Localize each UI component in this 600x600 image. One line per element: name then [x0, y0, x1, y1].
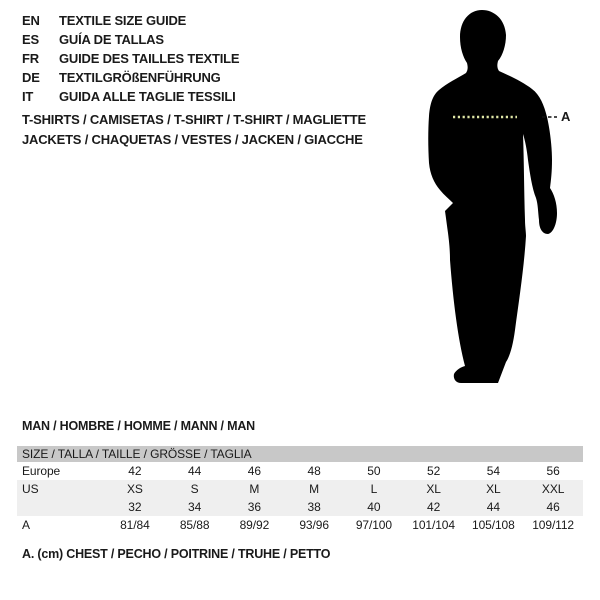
table-cell: 93/96 [299, 518, 329, 532]
table-cell: 44 [188, 464, 202, 478]
table-cell: XL [426, 482, 441, 496]
table-cell: 46 [546, 500, 560, 514]
table-cell: 105/108 [472, 518, 515, 532]
lang-row-de [22, 68, 239, 87]
lang-label: TEXTILE SIZE GUIDE [59, 13, 187, 28]
table-row-us [17, 480, 583, 498]
category-tshirts: T-SHIRTS / CAMISETAS / T-SHIRT / T-SHIRT / MAGLIETTE [22, 112, 366, 127]
row-label: Europe [22, 464, 61, 478]
table-cell: S [190, 482, 199, 496]
table-cell: 54 [486, 464, 500, 478]
lang-row-fr [22, 49, 239, 68]
table-cell: M [309, 482, 320, 496]
lang-code: IT [22, 89, 34, 104]
row-label [17, 498, 105, 516]
table-cell: 42 [128, 464, 142, 478]
man-silhouette-path [428, 10, 557, 383]
lang-code: ES [22, 32, 39, 47]
measure-label-a: A [561, 109, 571, 124]
footnote-chest: A. (cm) CHEST / PECHO / POITRINE / TRUHE / PETTO [22, 547, 331, 561]
lang-label: TEXTILGRÖßENFÜHRUNG [59, 70, 221, 85]
table-cell: L [370, 482, 378, 496]
table-cell: 56 [546, 464, 560, 478]
table-cell: 101/104 [412, 518, 455, 532]
lang-label: GUIDE DES TAILLES TEXTILE [59, 51, 240, 66]
row-label: A [22, 518, 30, 532]
table-cell: 32 [128, 500, 142, 514]
lang-row-it [22, 87, 239, 106]
man-silhouette-figure [420, 0, 600, 400]
lang-label: GUÍA DE TALLAS [59, 32, 164, 47]
table-cell: 109/112 [532, 518, 575, 532]
size-table [17, 446, 583, 534]
lang-row-en [22, 11, 239, 30]
table-cell: 52 [427, 464, 441, 478]
lang-label: GUIDA ALLE TAGLIE TESSILI [59, 89, 236, 104]
category-jackets: JACKETS / CHAQUETAS / VESTES / JACKEN / GIACCHE [22, 132, 363, 147]
lang-row-es [22, 30, 239, 49]
table-row-chest-a [17, 516, 583, 534]
lang-code: EN [22, 13, 40, 28]
table-cell: 46 [247, 464, 261, 478]
lang-code: FR [22, 51, 39, 66]
table-cell: 48 [307, 464, 321, 478]
table-cell: 36 [247, 500, 261, 514]
man-silhouette-svg [420, 0, 600, 400]
lang-code: DE [22, 70, 40, 85]
table-row-europe [17, 462, 583, 480]
table-cell: XXL [541, 482, 565, 496]
row-label: US [22, 482, 39, 496]
garment-categories [22, 110, 366, 150]
table-cell: 42 [427, 500, 441, 514]
table-cell: 40 [367, 500, 381, 514]
table-cell: 97/100 [355, 518, 392, 532]
table-cell: XL [486, 482, 501, 496]
table-cell: 89/92 [239, 518, 270, 532]
table-cell: XS [126, 482, 143, 496]
section-title-man: MAN / HOMBRE / HOMME / MANN / MAN [22, 419, 255, 433]
table-cell: M [249, 482, 260, 496]
table-cell: 50 [367, 464, 381, 478]
table-cell: 44 [486, 500, 500, 514]
table-cell: 38 [307, 500, 321, 514]
table-row-numeric [17, 498, 583, 516]
table-cell: 34 [188, 500, 202, 514]
table-cell: 85/88 [179, 518, 210, 532]
size-table-header: SIZE / TALLA / TAILLE / GRÖSSE / TAGLIA [17, 446, 583, 462]
table-cell: 81/84 [120, 518, 150, 532]
language-list [22, 11, 239, 106]
